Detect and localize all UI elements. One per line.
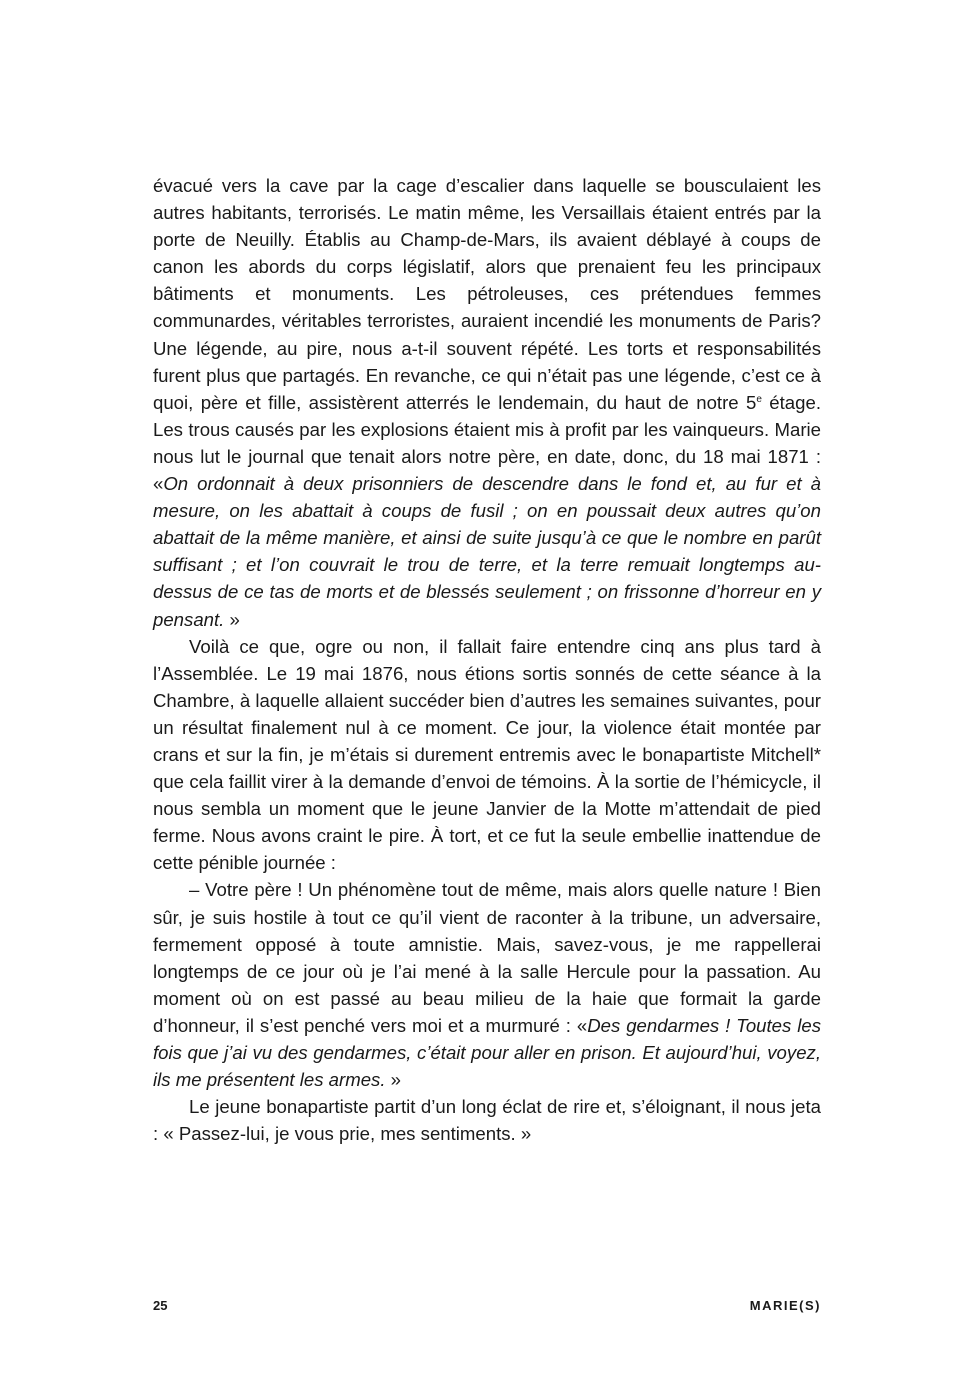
- journal-quote: On ordonnait à deux prisonniers de descendre dans le fond et, au fur et à mesure, on les abattait à coups de fusil ; on en poussait deux autres qu’on abattait de la même manière, et ainsi de suite jusqu’à ce que le nombre en parût suffisant ; et l’on couvrait le trou de terre, et la terre remuait longtemps au-dessus de ce tas de morts et de blessés seulement ; on frissonne d’horreur en y pensant.: [153, 473, 821, 630]
- quote-close: »: [224, 608, 240, 630]
- running-title: MARIE(S): [749, 1298, 821, 1313]
- paragraph-1: [153, 172, 821, 633]
- body-text: [153, 172, 821, 1147]
- paragraph-1-text-cont: étage. Les trous causés par les explosions étaient mis à profit par les vainqueurs. Marie nous lut le journal que tenait alors notre père, en date, donc, du 18 mai 1871 : «: [153, 391, 821, 495]
- paragraph-2: Voilà ce que, ogre ou non, il fallait faire entendre cinq ans plus tard à l’Assemblée. Le 19 mai 1876, nous étions sortis sonnés de cette séance à la Chambre, à laquelle allaient succéder bien d’autres les semaines suivantes, pour un résultat finalement nul à ce moment. Ce jour, la violence était montée par crans et sur la fin, je m’étais si durement entremis avec le bonapartiste Mitchell* que cela faillit virer à la demande d’envoi de témoins. À la sortie de l’hémicycle, il nous sembla un moment que le jeune Janvier de la Motte m’attendait de pied ferme. Nous avons craint le pire. À tort, et ce fut la seule embellie inattendue de cette pénible journée :: [153, 635, 821, 874]
- paragraph-1-text: évacué vers la cave par la cage d’escalier dans laquelle se bousculaient les autres habitants, terrorisés. Le matin même, les Versaillais étaient entrés par la porte de Neuilly. Établis au Champ-de-Mars, ils avaient déblayé à coups de canon les abords du corps législatif, alors que prenaient feu les principaux bâtiments et monuments. Les pétroleuses, ces prétendues femmes communardes, véritables terroristes, auraient incendié les monuments de Paris? Une légende, au pire, nous a-t-il souvent répété. Les torts et responsabilités furent plus que partagés. En revanche, ce qui n’était pas une légende, c’est ce à quoi, père et fille, assistèrent atterrés le lendemain, du haut de notre 5: [153, 175, 821, 413]
- superscript-e: e: [756, 393, 762, 405]
- quote-close: »: [385, 1069, 402, 1091]
- paragraph-3: [153, 876, 821, 1093]
- paragraph-3-text: – Votre père ! Un phénomène tout de même, mais alors quelle nature ! Bien sûr, je suis hostile à tout ce qu’il vient de raconter à la tribune, un adversaire, fermement opposé à toute amnistie. Mais, savez-vous, je me rappellerai longtemps de ce jour où je l’ai mené à la salle Hercule pour la passation. Au moment où on est passé au beau milieu de la haie que formait la garde d’honneur, il s’est penché vers moi et a murmuré : «: [153, 879, 821, 1036]
- page-number: 25: [153, 1298, 168, 1313]
- gendarmes-quote: Des gendarmes ! Toutes les fois que j’ai vu des gendarmes, c’était pour aller en prison. Et aujourd’hui, voyez, ils me présentent les armes.: [153, 1014, 821, 1091]
- paragraph-4: Le jeune bonapartiste partit d’un long éclat de rire et, s’éloignant, il nous jeta : « Passez-lui, je vous prie, mes sentiments. »: [153, 1096, 821, 1145]
